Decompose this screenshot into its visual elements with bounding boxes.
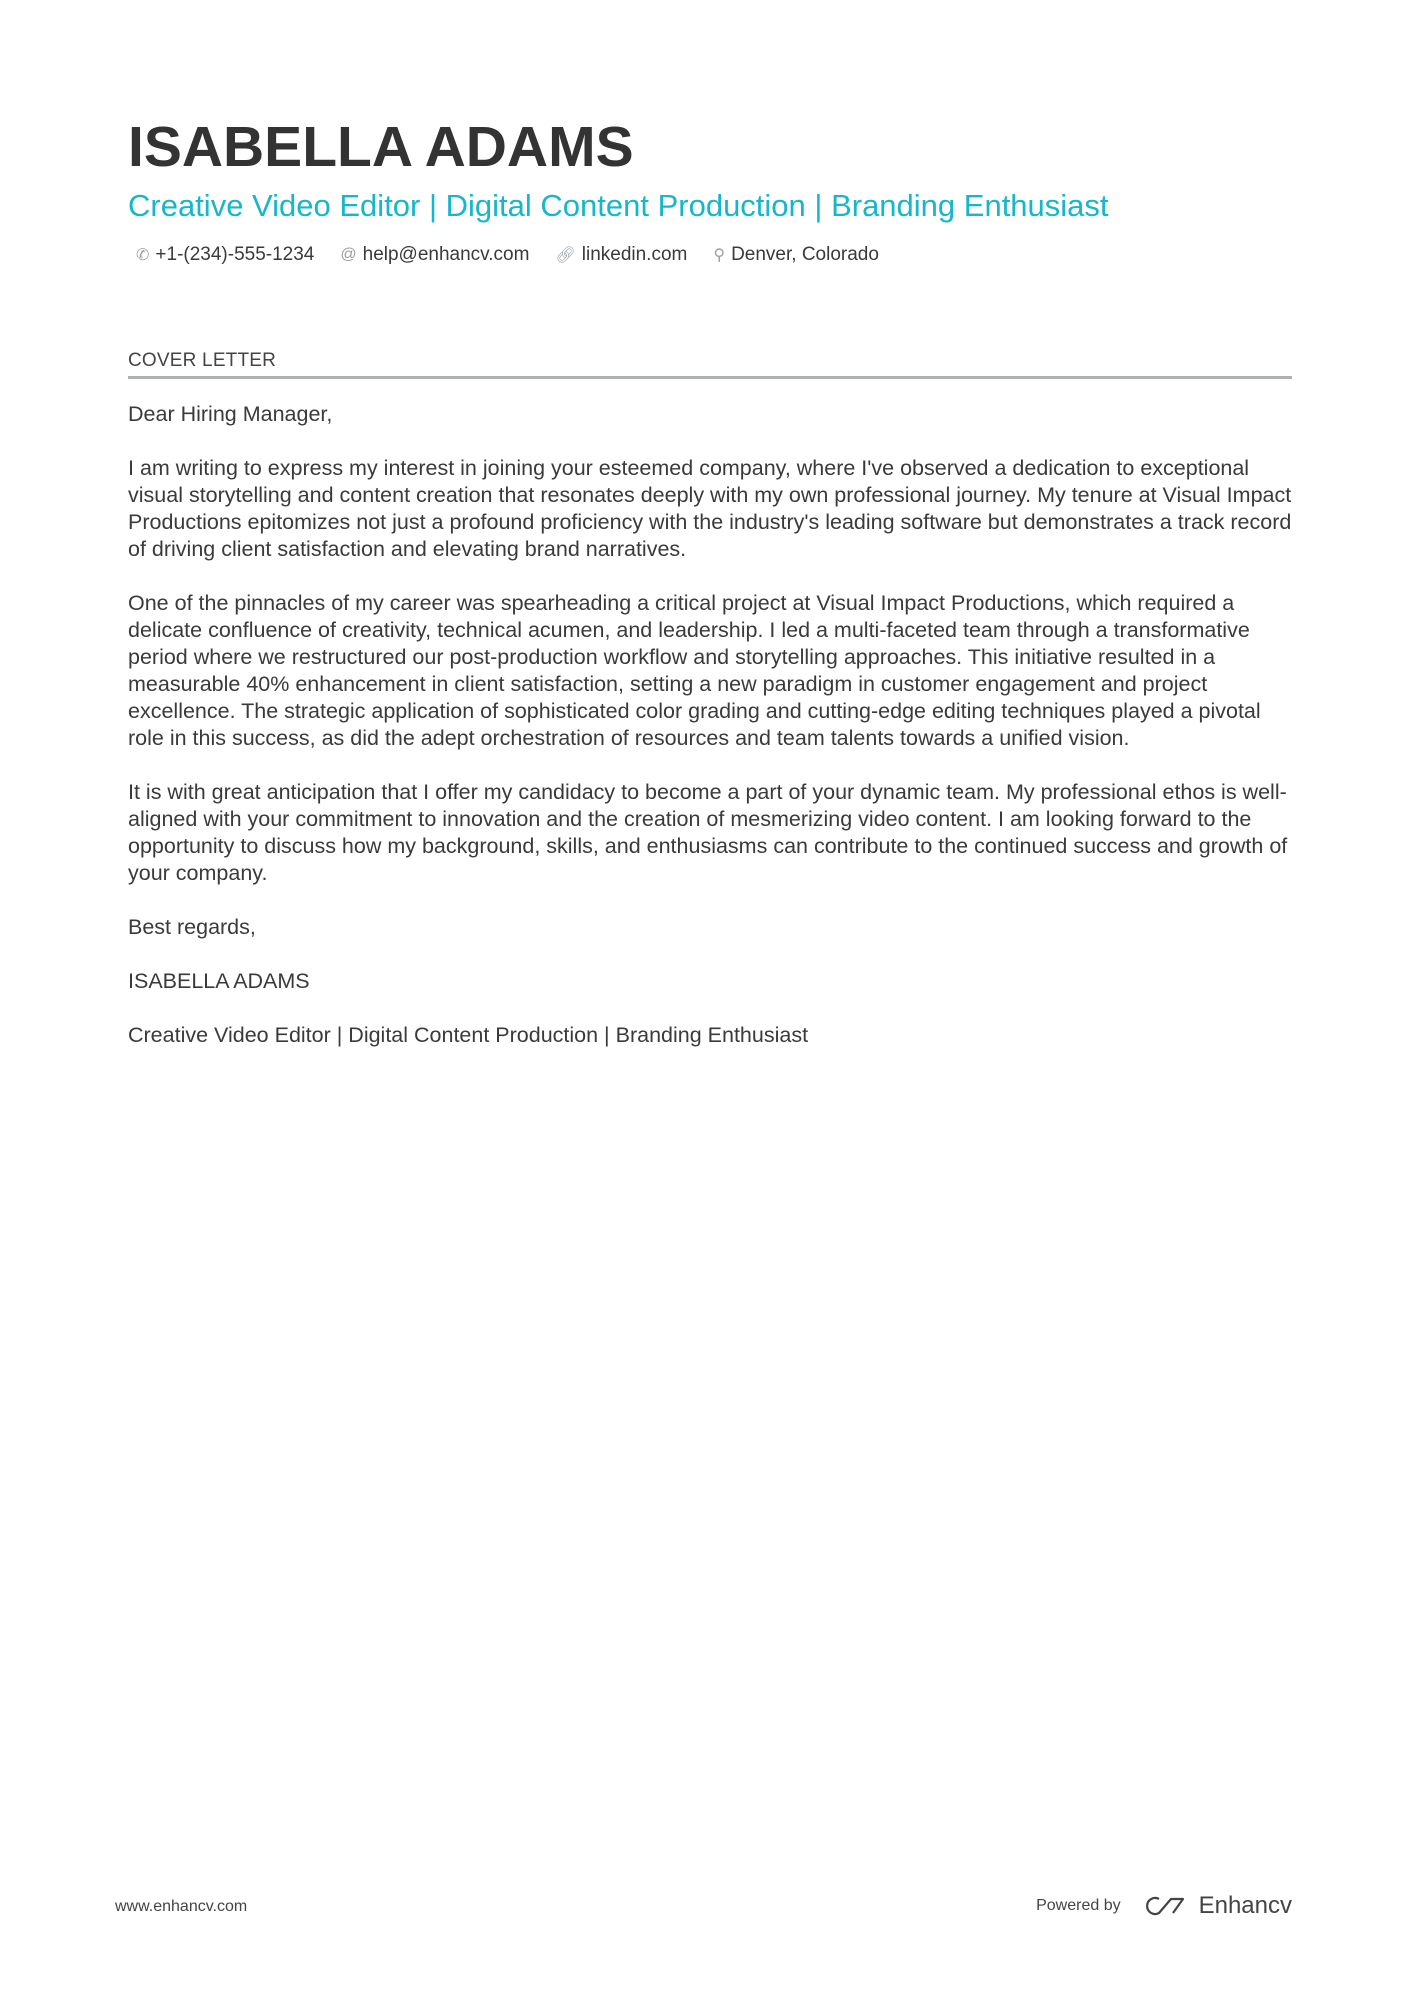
location-pin-icon: ⚲	[713, 247, 726, 264]
location-text: Denver, Colorado	[731, 244, 879, 265]
linkedin-text[interactable]: linkedin.com	[581, 244, 688, 265]
contact-email[interactable]	[340, 244, 529, 266]
paragraph: One of the pinnacles of my career was spearheading a critical project at Visual Impact Productions, which required a delicate confluence of creativity, technical acumen, and leadership. I led a multi-faceted team through a transformative period where we restructured our post-production workflow and storytelling approaches. This initiative resulted in a measurable 40% enhancement in client satisfaction, setting a new paradigm in customer engagement and project excellence. The strategic application of sophisticated color grading and cutting-edge editing techniques played a pivotal role in this success, as did the adept orchestration of resources and team talents towards a unified vision.	[128, 591, 1261, 750]
at-icon: @	[340, 246, 357, 263]
paragraph: I am writing to express my interest in joining your esteemed company, where I've observed a dedication to exceptional visual storytelling and content creation that resonates deeply with my own professional journey. My tenure at Visual Impact Productions epitomizes not just a profound proficiency with the industry's leading software but demonstrates a track record of driving client satisfaction and elevating brand narratives.	[128, 456, 1292, 561]
contact-bar	[128, 244, 1292, 266]
cover-letter-page	[128, 112, 1292, 1076]
contact-phone	[136, 244, 314, 266]
contact-linkedin[interactable]	[555, 244, 687, 266]
footer-website[interactable]: www.enhancv.com	[115, 1898, 248, 1915]
greeting: Dear Hiring Manager,	[128, 402, 333, 426]
closing: Best regards,	[128, 915, 256, 939]
phone-icon: ✆	[136, 247, 150, 264]
applicant-name: ISABELLA ADAMS	[128, 115, 634, 179]
powered-by-label: Powered by	[1036, 1897, 1121, 1914]
signature-name: ISABELLA ADAMS	[128, 969, 310, 993]
contact-location	[713, 244, 879, 266]
footer-branding	[1036, 1892, 1292, 1920]
phone-text: +1-(234)-555-1234	[155, 244, 315, 265]
enhancv-logo[interactable]	[1143, 1892, 1292, 1920]
email-text[interactable]: help@enhancv.com	[362, 244, 530, 265]
section-title: COVER LETTER	[128, 350, 1292, 379]
brand-name: Enhancv	[1198, 1892, 1292, 1919]
link-icon: 🔗︎	[555, 247, 576, 264]
enhancv-logo-icon	[1143, 1894, 1189, 1918]
letter-body	[128, 401, 1292, 1049]
signature-title: Creative Video Editor | Digital Content Production | Branding Enthusiast	[128, 1023, 809, 1047]
paragraph: It is with great anticipation that I offer my candidacy to become a part of your dynamic team. My professional ethos is well-aligned with your commitment to innovation and the creation of mesmerizing video content. I am looking forward to the opportunity to discuss how my background, skills, and enthusiasms can contribute to the continued success and growth of your company.	[128, 780, 1288, 885]
headline: Creative Video Editor | Digital Content Production | Branding Enthusiast	[128, 188, 1109, 223]
